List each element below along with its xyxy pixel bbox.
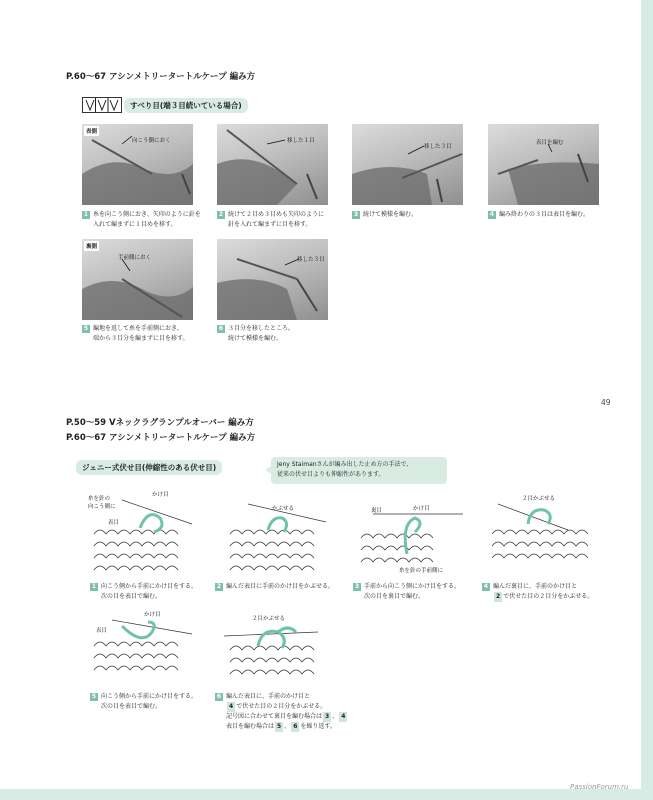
caption-step-4: 4 編み終わりの３目は表目を編む。 bbox=[489, 211, 590, 218]
illustration-step-3: 裏目 かけ目 糸を針の手前側に bbox=[353, 494, 465, 578]
section1-heading: P.60〜67 アシンメトリータートルケープ 編み方 bbox=[66, 72, 256, 82]
caption-cast-off-5: 5 向こう側から手前にかけ目をする。 次の目を表目で編む。 bbox=[91, 693, 198, 710]
photo-annotation: 移した１目 bbox=[287, 138, 315, 144]
photo-tag: 裏側 bbox=[84, 241, 99, 251]
section1-pill-title: すべり目(端３目続いている場合) bbox=[124, 98, 248, 113]
caption-cast-off-1: 1 向こう側から手前にかけ目をする。 次の目を表目で編む。 bbox=[91, 583, 198, 600]
caption-cast-off-2: 2 編んだ表目に手前のかけ目をかぶせる。 bbox=[216, 583, 335, 590]
caption-step-3: 3 続けて模様を編む。 bbox=[353, 211, 418, 218]
photo-annotation: 移した３目 bbox=[297, 257, 325, 263]
section2-pill-title: ジェニー式伏せ目(伸縮性のある伏せ目) bbox=[76, 460, 222, 475]
photo-annotation: 移した３目 bbox=[424, 144, 452, 150]
photo-tag: 表側 bbox=[84, 126, 99, 136]
illustration-step-4: ２目かぶせる bbox=[488, 494, 600, 578]
illustration-step-5: かけ目 表目 bbox=[82, 606, 194, 690]
photo-annotation: 表目を編む bbox=[536, 140, 564, 146]
callout-note: Jeny Staimanさんが編み出した止め方の手法で、 従来の伏せ目よりも伸縮性があります。 bbox=[271, 457, 447, 484]
illustration-step-6: ２目かぶせる bbox=[218, 606, 330, 690]
photo-step-3 bbox=[352, 124, 463, 205]
caption-step-5: 5 編地を返して糸を手前側におき、 端から３目分を編まずに目を移す。 bbox=[83, 325, 189, 342]
slip-stitch-symbol-icon bbox=[82, 97, 122, 113]
illustration-step-1: 糸を針の 向こう側に かけ目 表目 bbox=[82, 494, 194, 578]
illustration-step-2: かぶせる bbox=[218, 494, 330, 578]
section2-heading-1: P.50〜59 Vネックラグランプルオーバー 編み方 bbox=[66, 418, 254, 428]
caption-step-2: 2 続けて２目め３目めも矢印のように 針を入れて編まずに目を移す。 bbox=[218, 211, 325, 228]
watermark: PassionForum.ru bbox=[570, 783, 629, 791]
photo-step-1 bbox=[82, 124, 193, 205]
photo-step-4 bbox=[488, 124, 599, 205]
photo-annotation: 向こう側におく bbox=[132, 138, 171, 144]
caption-cast-off-3: 3 手前から向こう側にかけ目をする。 次の目を裏目で編む。 bbox=[354, 583, 461, 600]
photo-step-2 bbox=[217, 124, 328, 205]
caption-cast-off-4: 4 編んだ裏目に、手前のかけ目と 2 で伏せた目の２目分をかぶせる。 bbox=[483, 583, 594, 600]
photo-annotation: 手前側におく bbox=[118, 255, 152, 261]
photo-step-6 bbox=[217, 239, 328, 320]
caption-cast-off-6: 6 編んだ表目に、手前のかけ目と 4 で伏せた目の２目分をかぶせる。 記号図に合わせて裏目を編む場合は 3 、 4 表目を編む場合は 5 、 6 を繰り返す。 bbox=[216, 693, 346, 730]
caption-step-6: 6 ３目分を移したところ。 続けて模様を編む。 bbox=[218, 325, 295, 342]
page-number: 49 bbox=[601, 398, 611, 407]
photo-step-5 bbox=[82, 239, 193, 320]
caption-step-1: 1 糸を向こう側におき、矢印のように針を 入れて編まずに１目めを移す。 bbox=[83, 211, 201, 228]
section2-heading-2: P.60〜67 アシンメトリータートルケープ 編み方 bbox=[66, 433, 256, 443]
